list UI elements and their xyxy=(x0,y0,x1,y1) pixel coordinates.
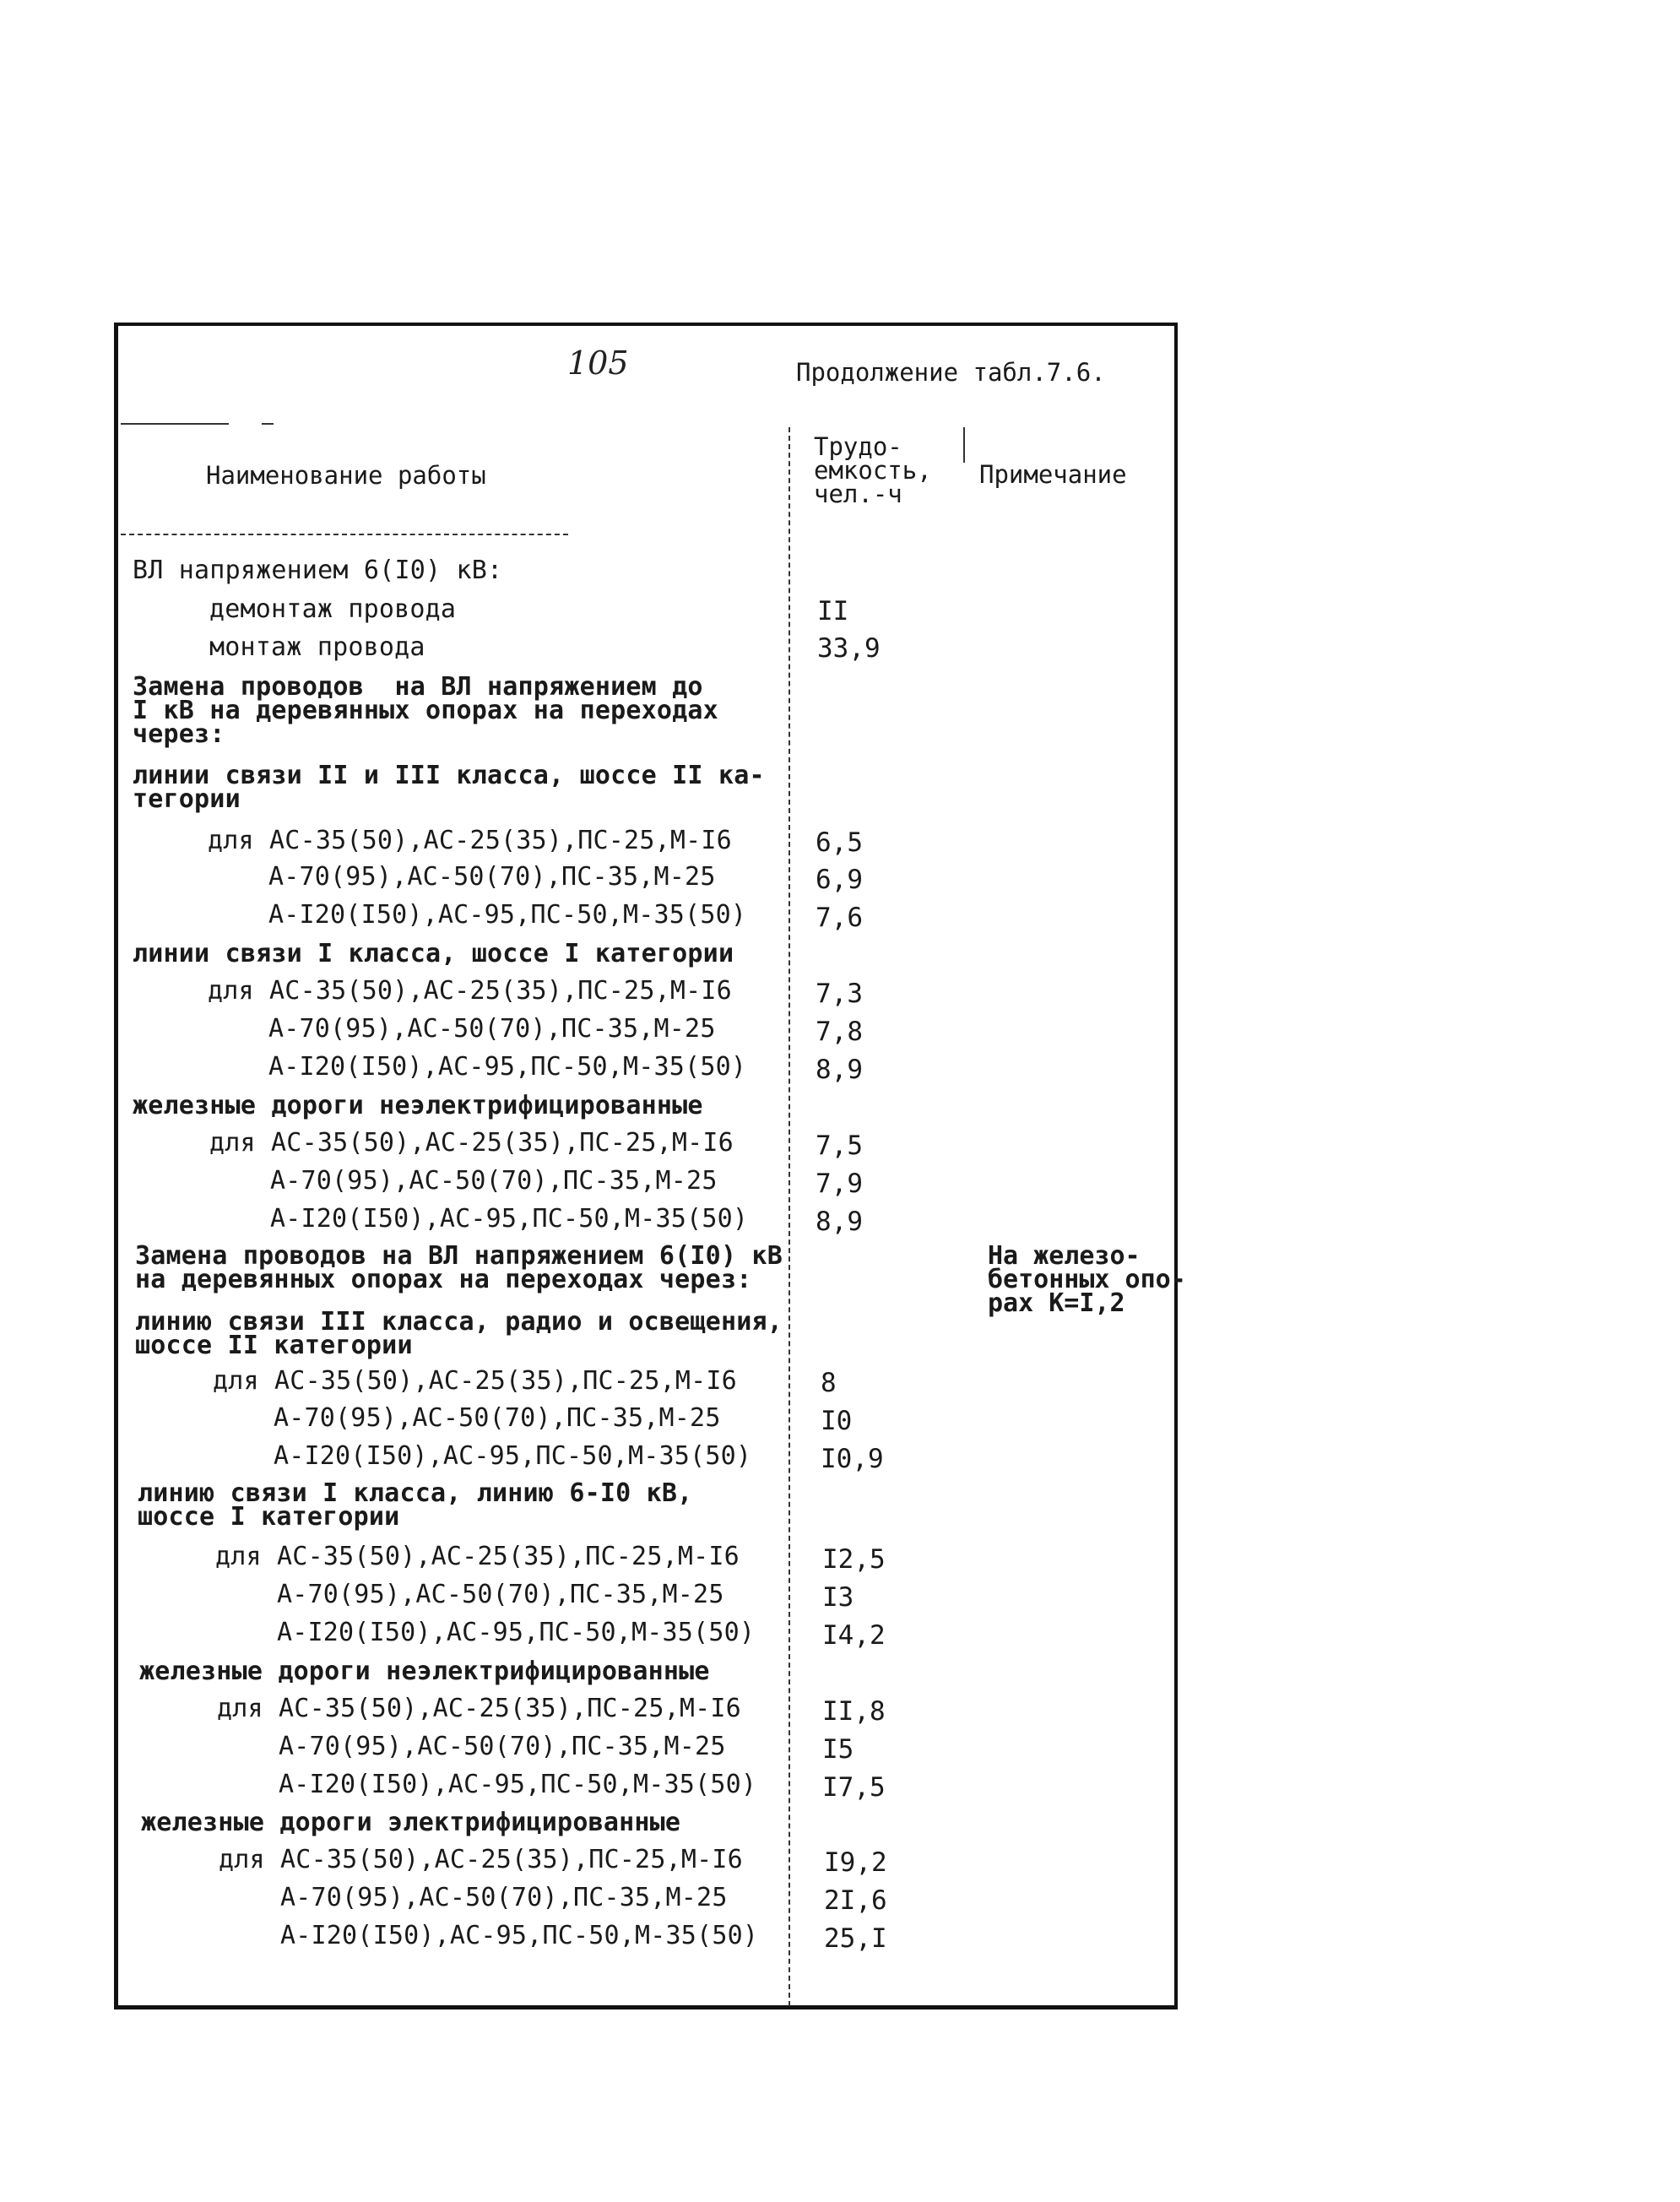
row-value: 8 xyxy=(821,1368,837,1398)
row-value: 6,9 xyxy=(816,865,863,895)
row-value: I5 xyxy=(822,1734,854,1765)
header-bottom-rule xyxy=(121,534,568,535)
row-value: I2,5 xyxy=(822,1544,886,1575)
row-text: для АС-35(50),АС-25(35),ПС-25,М-I6 xyxy=(213,1366,737,1396)
note-text: На железо- бетонных опо- рах К=I,2 xyxy=(988,1241,1186,1318)
row-text: линию связи III класса, радио и освещения, шоссе II категории xyxy=(135,1307,783,1360)
header-top-rule-tick xyxy=(262,423,274,425)
row-text: ВЛ напряжением 6(I0) кВ: xyxy=(133,556,503,585)
row-text: А-I20(I50),АС-95,ПС-50,М-35(50) xyxy=(268,900,747,930)
row-value: I0 xyxy=(821,1406,853,1436)
row-text: А-I20(I50),АС-95,ПС-50,М-35(50) xyxy=(268,1052,747,1082)
header-work-name: Наименование работы xyxy=(206,461,486,490)
row-text: А-70(95),АС-50(70),ПС-35,М-25 xyxy=(268,1014,716,1044)
row-text: Замена проводов на ВЛ напряжением до I кВ на деревянных опорах на переходах через: xyxy=(133,672,718,749)
row-value: 7,8 xyxy=(816,1017,863,1047)
row-value: 8,9 xyxy=(816,1207,863,1237)
row-text: А-I20(I50),АС-95,ПС-50,М-35(50) xyxy=(270,1204,749,1234)
page-number: 105 xyxy=(567,344,629,382)
row-text: А-70(95),АС-50(70),ПС-35,М-25 xyxy=(280,1883,728,1912)
row-value: 25,I xyxy=(824,1923,887,1954)
row-text: Замена проводов на ВЛ напряжением 6(I0) кВ на деревянных опорах на переходах через: xyxy=(135,1241,783,1294)
row-value: 33,9 xyxy=(817,633,881,664)
row-value: 7,9 xyxy=(816,1169,863,1199)
row-text: А-I20(I50),АС-95,ПС-50,М-35(50) xyxy=(279,1770,757,1799)
row-text: А-70(95),АС-50(70),ПС-35,М-25 xyxy=(274,1403,721,1433)
header-note: Примечание xyxy=(979,460,1127,489)
column-divider-note xyxy=(963,427,965,463)
table-continuation-title: Продолжение табл.7.6. xyxy=(796,358,1106,387)
row-value: 7,5 xyxy=(816,1131,863,1161)
row-text: монтаж провода xyxy=(209,632,425,662)
row-text: линию связи I класса, линию 6-I0 кВ, шоссе I категории xyxy=(138,1478,693,1532)
row-text: для АС-35(50),АС-25(35),ПС-25,М-I6 xyxy=(215,1542,740,1571)
row-text: железные дороги неэлектрифицированные xyxy=(139,1657,710,1686)
row-value: 6,5 xyxy=(816,827,863,858)
header-labor: Трудо- емкость, чел.-ч xyxy=(814,432,932,508)
row-text: А-I20(I50),АС-95,ПС-50,М-35(50) xyxy=(274,1441,752,1471)
row-text: железные дороги электрифицированные xyxy=(141,1808,681,1837)
row-text: А-70(95),АС-50(70),ПС-35,М-25 xyxy=(279,1732,726,1761)
row-value: 2I,6 xyxy=(824,1885,887,1916)
row-value: 7,3 xyxy=(816,979,863,1009)
row-text: А-I20(I50),АС-95,ПС-50,М-35(50) xyxy=(280,1921,759,1950)
row-value: II xyxy=(817,596,849,626)
row-text: А-I20(I50),АС-95,ПС-50,М-35(50) xyxy=(277,1618,756,1647)
row-text: линии связи II и III класса, шоссе II ка- тегории xyxy=(133,761,765,814)
column-divider xyxy=(789,427,790,2006)
row-text: для АС-35(50),АС-25(35),ПС-25,М-I6 xyxy=(219,1845,743,1874)
row-text: для АС-35(50),АС-25(35),ПС-25,М-I6 xyxy=(208,826,732,855)
row-value: I0,9 xyxy=(821,1444,884,1474)
header-top-rule xyxy=(121,423,229,425)
row-text: демонтаж провода xyxy=(209,594,457,624)
row-text: для АС-35(50),АС-25(35),ПС-25,М-I6 xyxy=(208,976,732,1006)
row-value: 7,6 xyxy=(816,903,863,933)
row-text: железные дороги неэлектрифицированные xyxy=(133,1091,703,1120)
row-text: для АС-35(50),АС-25(35),ПС-25,М-I6 xyxy=(209,1128,734,1158)
row-text: для АС-35(50),АС-25(35),ПС-25,М-I6 xyxy=(217,1694,741,1723)
row-text: А-70(95),АС-50(70),ПС-35,М-25 xyxy=(277,1580,724,1609)
row-value: I4,2 xyxy=(822,1620,886,1651)
row-value: II,8 xyxy=(822,1696,886,1727)
row-text: линии связи I класса, шоссе I категории xyxy=(133,939,734,968)
row-value: 8,9 xyxy=(816,1055,863,1085)
row-text: А-70(95),АС-50(70),ПС-35,М-25 xyxy=(270,1166,718,1196)
row-text: А-70(95),АС-50(70),ПС-35,М-25 xyxy=(268,862,716,892)
row-value: I3 xyxy=(822,1582,854,1613)
row-value: I9,2 xyxy=(824,1847,887,1878)
row-value: I7,5 xyxy=(822,1772,886,1803)
